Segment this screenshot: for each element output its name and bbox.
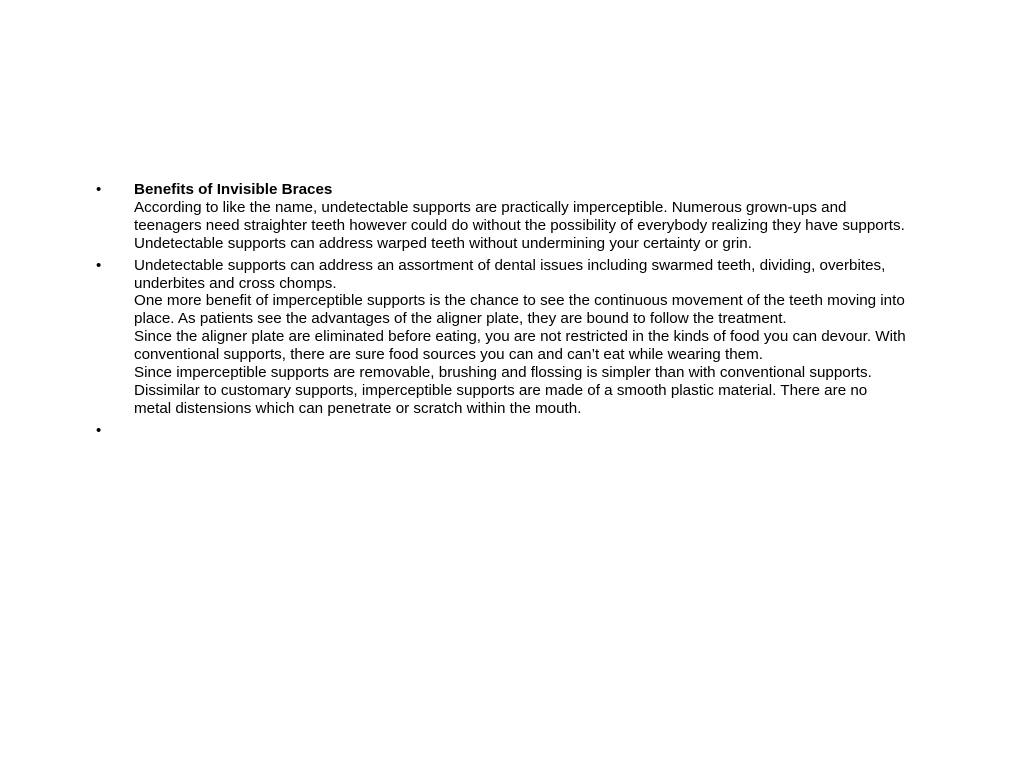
bullet-paragraph: Undetectable supports can address an assortment of dental issues including swarmed teeth, dividing, overbites, underbites and cross chomps. <box>134 256 886 292</box>
bullet-item-dental-issues <box>96 257 906 418</box>
bullet-dot-icon: • <box>96 256 102 274</box>
bullet-item-benefits <box>96 181 906 253</box>
bullet-paragraph: Since the aligner plate are eliminated before eating, you are not restricted in the kinds of food you can devour. With conventional supports, there are sure food sources you can and can’t eat while wearing them. <box>134 328 906 364</box>
bullet-dot-icon: • <box>96 421 102 439</box>
bullet-title: Benefits of Invisible Braces <box>134 181 333 198</box>
bullet-dot-icon: • <box>96 181 102 198</box>
bullet-paragraph: According to like the name, undetectable supports are practically imperceptible. Numerous grown-ups and teenagers need straighter teeth however could do without the possibility of everybody realizing they have supports. Undetectable supports can address warped teeth without undermining your certainty or grin. <box>134 198 905 252</box>
bullet-paragraph: One more benefit of imperceptible supports is the chance to see the continuous movement of the teeth moving into place. As patients see the advantages of the aligner plate, they are bound to follow the treatment. <box>134 292 905 328</box>
bullet-paragraph: Dissimilar to customary supports, imperceptible supports are made of a smooth plastic material. There are no metal distensions which can penetrate or scratch within the mouth. <box>134 381 868 417</box>
bullet-list <box>96 181 906 444</box>
bullet-item-empty <box>96 422 906 440</box>
bullet-paragraph: Since imperceptible supports are removable, brushing and flossing is simpler than with conventional supports. <box>134 364 872 382</box>
